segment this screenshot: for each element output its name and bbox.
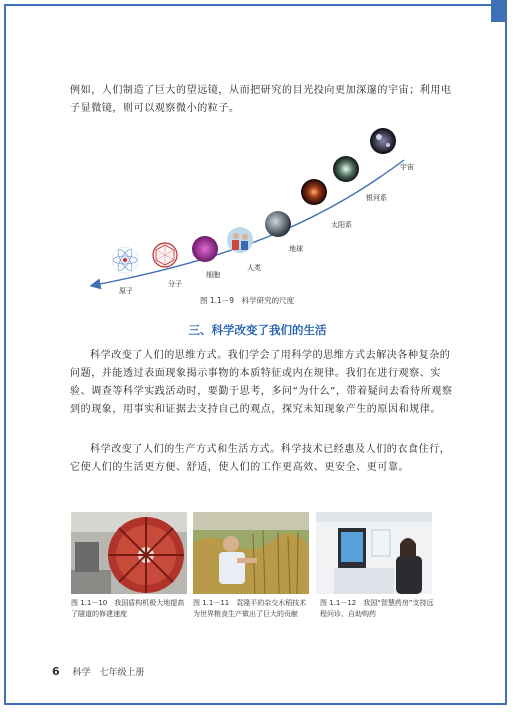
science-scale-figure bbox=[0, 0, 515, 320]
caption-figure-11: 图 1.1－11 袁隆平的杂交水稻技术为世界粮食生产做出了巨大的贡献 bbox=[193, 599, 307, 618]
scale-label-earth: 地球 bbox=[289, 245, 303, 253]
caption-figure-12: 图 1.1－12 我国“智慧药房”支持远程问诊、自助购药 bbox=[320, 599, 434, 618]
molecule-image bbox=[153, 243, 177, 267]
tunnel-boring-machine-photo bbox=[71, 512, 187, 594]
page-number: 6 bbox=[52, 665, 60, 678]
figure-9-caption: 图 1.1－9 科学研究的尺度 bbox=[200, 296, 295, 305]
scale-label-human: 人类 bbox=[247, 264, 261, 272]
book-title: 科学 七年级上册 bbox=[72, 668, 145, 678]
galaxy-image bbox=[333, 156, 359, 182]
thinking-paragraph: 科学改变了人们的思维方式。我们学会了用科学的思维方式去解决各种复杂的问题，并能透过表面现象揭示事物的本质特征或内在规律。我们在进行观察、实验、调查等科学实践活动时，要勤于思考，多问“为什么”，带着疑问去看待所观察到的现象，用事实和证据去支持自己的观点，探究未知现象产生的原因和规律。 bbox=[70, 350, 453, 415]
page-footer bbox=[52, 665, 145, 678]
atom-image bbox=[112, 247, 138, 273]
earth-image bbox=[265, 211, 291, 237]
section-title: 三、科学改变了我们的生活 bbox=[188, 323, 327, 337]
scale-label-universe: 宇宙 bbox=[400, 163, 414, 171]
human-image bbox=[227, 227, 253, 253]
scale-label-solar: 太阳系 bbox=[331, 221, 352, 229]
life-paragraph: 科学改变了人们的生产方式和生活方式。科学技术已经惠及人们的衣食住行，它使人们的生活更方便、舒适，使人们的工作更高效、更安全、更可靠。 bbox=[70, 444, 451, 473]
scale-label-atom: 原子 bbox=[119, 287, 133, 295]
smart-pharmacy-photo bbox=[316, 512, 432, 594]
scale-label-galaxy: 银河系 bbox=[366, 194, 387, 202]
universe-image bbox=[370, 128, 396, 154]
scale-label-molecule: 分子 bbox=[168, 280, 182, 288]
cell-image bbox=[192, 236, 218, 262]
solar-system-image bbox=[301, 179, 327, 205]
yuan-longping-photo bbox=[193, 512, 309, 594]
caption-figure-10: 图 1.1－10 我国盾构机极大地提高了隧道的修建速度 bbox=[71, 599, 185, 618]
intro-paragraph: 例如，人们制造了巨大的望远镜，从而把研究的目光投向更加深邃的宇宙；利用电子显微镜，则可以观察微小的粒子。 bbox=[70, 85, 452, 114]
scale-label-cell: 细胞 bbox=[206, 271, 220, 279]
